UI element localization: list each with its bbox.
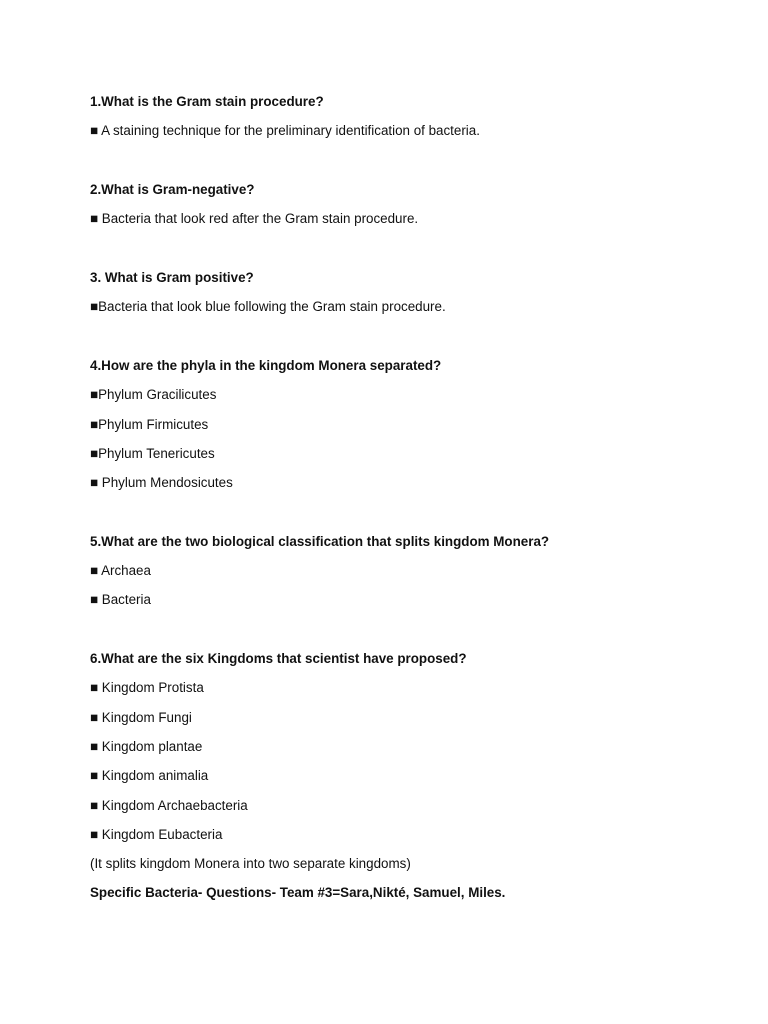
answer-item: ■ Kingdom Eubacteria	[90, 827, 223, 842]
answer-item: ■ Bacteria	[90, 592, 151, 607]
answer-item: ■ Kingdom Fungi	[90, 710, 192, 725]
answer-item: ■ Archaea	[90, 563, 151, 578]
question-4: 4.How are the phyla in the kingdom Monera separated?	[90, 358, 442, 373]
answer-item: ■ Kingdom Protista	[90, 680, 204, 695]
answer-item: ■Phylum Gracilicutes	[90, 387, 217, 402]
answer-item: ■ Bacteria that look red after the Gram stain procedure.	[90, 211, 419, 226]
answer-note: (It splits kingdom Monera into two separate kingdoms)	[90, 856, 411, 871]
answer-item: ■Phylum Tenericutes	[90, 446, 215, 461]
answer-item: ■ Phylum Mendosicutes	[90, 475, 233, 490]
answer-item: ■Phylum Firmicutes	[90, 417, 209, 432]
answer-item: ■Bacteria that look blue following the Gram stain procedure.	[90, 299, 446, 314]
question-1: 1.What is the Gram stain procedure?	[90, 94, 324, 109]
answer-item: ■ Kingdom plantae	[90, 739, 203, 754]
answer-item: ■ Kingdom animalia	[90, 768, 209, 783]
question-3: 3. What is Gram positive?	[90, 270, 254, 285]
answer-item: ■ A staining technique for the preliminary identification of bacteria.	[90, 123, 480, 138]
question-6: 6.What are the six Kingdoms that scientist have proposed?	[90, 651, 467, 666]
team-footer: Specific Bacteria- Questions- Team #3=Sara,Nikté, Samuel, Miles.	[90, 885, 506, 900]
question-5: 5.What are the two biological classification that splits kingdom Monera?	[90, 534, 550, 549]
answer-item: ■ Kingdom Archaebacteria	[90, 798, 248, 813]
question-2: 2.What is Gram-negative?	[90, 182, 255, 197]
